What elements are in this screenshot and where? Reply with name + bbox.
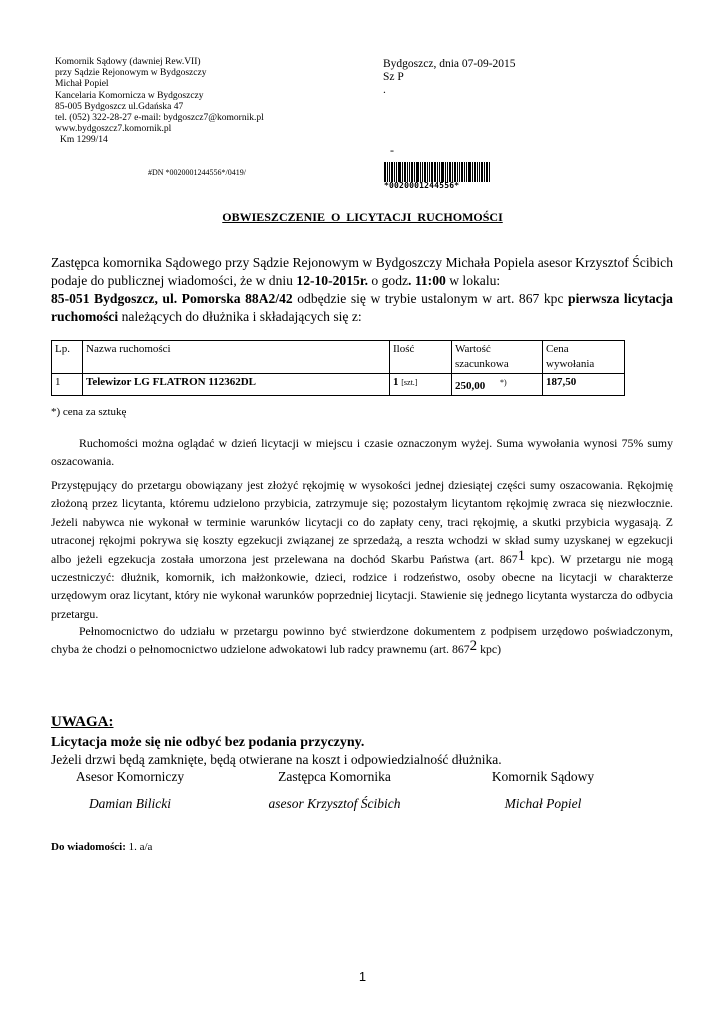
- paragraph-viewing: Ruchomości można oglądać w dzień licytacji w miejscu i czasie oznaczonym wyżej. Suma wywołania wynosi 75% sumy oszacowania.: [51, 436, 673, 469]
- qty-unit: [szt.]: [401, 378, 418, 387]
- barcode-bar: [394, 162, 395, 182]
- auction-time: . 11:00: [408, 273, 446, 288]
- cell-price: 187,50: [543, 374, 625, 396]
- cell-value: [452, 374, 543, 396]
- barcode-bar: [468, 162, 471, 182]
- auction-type: pierwsza licytacja ruchomości: [51, 291, 673, 324]
- signature-role: Komornik Sądowy: [491, 769, 595, 784]
- letterhead-line: www.bydgoszcz7.komornik.pl: [55, 124, 172, 135]
- barcode-bar: [437, 162, 438, 182]
- letterhead-line: Michał Popiel: [55, 79, 109, 90]
- reference-dot: .: [383, 84, 386, 96]
- items-table: [51, 340, 625, 396]
- letterhead-line: tel. (052) 322-28-27 e-mail: bydgoszcz7@komornik.pl: [55, 113, 264, 124]
- intro-text: w lokalu:: [445, 273, 501, 288]
- barcode-bar: [452, 162, 453, 182]
- barcode-bar: [434, 162, 436, 182]
- cell-qty: [390, 374, 452, 396]
- cell-name: Telewizor LG FLATRON 112362DL: [83, 374, 390, 396]
- barcode-bar: [398, 162, 401, 182]
- barcode-bar: [479, 162, 480, 182]
- intro-paragraph: [51, 254, 673, 326]
- barcode-bar: [387, 162, 388, 182]
- auction-date: 12-10-2015r.: [296, 273, 369, 288]
- barcode-number: *0020001244556*: [384, 181, 460, 190]
- barcode-bar: [420, 162, 421, 182]
- deposit-text: Przystępujący do przetargu obowiązany jest złożyć rękojmię w wysokości jednej dziesiątej części sumy oszacowania. Rękojmię złożoną przez licytanta, któremu udzielono przybicia, zatrzymuje się; pozostałym licytantom rękojmię zwraca się niezwłocznie. Jeżeli nabywca nie wykonał w terminie warunków licytacji co do zapłaty ceny, traci rękojmię, a skutki przybicia wygasają. Z utraconej rękojmi pokrywa się koszty egzekucji związanej ze sprzedażą, a reszta wchodzi w skład sumy uzyskanej w egzekucji albo jeżeli egzekucja została umorzona jest przelewana na dochód Skarbu Państwa (art. 867: [51, 478, 673, 566]
- deposit-text: kpc). W przetargu nie mogą uczestniczyć: dłużnik, komornik, ich małżonkowie, dzieci, rodzice i rodzeństwo, osoby obecne na licytacji w charakterze urzędowym oraz licytant, który nie wykonał warunków poprzedniej licytacji. Stawienie się jednego licytanta wystarcza do odbycia przetargu.: [51, 551, 673, 621]
- barcode-bar: [484, 162, 485, 182]
- uwaga-line2: Jeżeli drzwi będą zamknięte, będą otwierane na koszt i odpowiedzialność dłużnika.: [51, 752, 502, 767]
- barcode-bar: [384, 162, 386, 182]
- barcode-bars: [384, 162, 492, 182]
- barcode-bar: [439, 162, 440, 182]
- table-row: [52, 374, 625, 396]
- proxy-text: kpc): [477, 642, 502, 657]
- barcode-bar: [427, 162, 428, 182]
- barcode-bar: [461, 162, 463, 182]
- letterhead-line: Komornik Sądowy (dawniej Rew.VII): [55, 57, 201, 67]
- header-lp: Lp.: [52, 341, 83, 374]
- barcode-bar: [416, 162, 419, 182]
- barcode-bar: [466, 162, 467, 182]
- barcode-bar: [414, 162, 415, 182]
- barcode-bar: [409, 162, 410, 182]
- distribution-note: [51, 841, 152, 853]
- date-block: [383, 58, 516, 97]
- proxy-superscript: 2: [469, 638, 478, 655]
- barcode-bar: [457, 162, 458, 182]
- page-number: 1: [358, 969, 367, 984]
- letterhead-line: przy Sądzie Rejonowym w Bydgoszczy: [55, 68, 207, 79]
- header-value-line2: szacunkowa: [455, 358, 509, 370]
- barcode-bar: [477, 162, 478, 182]
- reference: Sz P: [383, 71, 404, 83]
- barcode-bar: [391, 162, 393, 182]
- barcode-bar: [464, 162, 465, 182]
- barcode-bar: [481, 162, 483, 182]
- barcode-bar: [404, 162, 406, 182]
- intro-text: należących do dłużnika i składających się z:: [118, 309, 362, 324]
- barcode-bar: [486, 162, 488, 182]
- signature-name: Michał Popiel: [504, 796, 582, 811]
- dn-code: #DN *0020001244556*/0419/: [148, 168, 246, 177]
- barcode-bar: [422, 162, 423, 182]
- barcode-bar: [449, 162, 451, 182]
- barcode-bar: [447, 162, 448, 182]
- paragraph-proxy: [51, 622, 673, 659]
- barcode-bar: [431, 162, 433, 182]
- case-number: Km 1299/14: [60, 135, 108, 146]
- distribution-label: Do wiadomości:: [51, 841, 126, 853]
- proxy-text: Pełnomocnictwo do udziału w przetargu powinno być stwierdzone dokumentem z podpisem urzędowo poświadczonym, chyba że chodzi o pełnomocnictwo udzielone adwokatowi lub radcy prawnemu (art. 867: [51, 624, 673, 657]
- header-price: [543, 341, 625, 374]
- header-price-line1: Cena: [546, 343, 569, 355]
- intro-text: o godz: [368, 273, 409, 288]
- intro-text: odbędzie się w trybie ustalonym w art. 867 kpc: [292, 291, 569, 306]
- barcode-bar: [389, 162, 390, 182]
- barcode-bar: [441, 162, 444, 182]
- bailiff-letterhead: [55, 57, 264, 147]
- barcode-bar: [474, 162, 476, 182]
- signature-name: asesor Krzysztof Ścibich: [268, 796, 401, 811]
- uwaga-line1: Licytacja może się nie odbyć bez podania przyczyny.: [51, 735, 365, 750]
- cell-lp: 1: [52, 374, 83, 396]
- place-date: Bydgoszcz, dnia 07-09-2015: [383, 58, 516, 70]
- table-header-row: [52, 341, 625, 374]
- deposit-superscript: 1: [517, 547, 526, 564]
- paragraph-deposit: [51, 476, 673, 623]
- intro-text: Zastępca komornika Sądowego przy Sądzie Rejonowym w Bydgoszczy Michała Popiela asesor Krzysztof Ścibich podaje do publicznej wiadomości, że w dniu: [51, 255, 673, 288]
- dash-mark: -: [390, 143, 394, 157]
- signature-role: Zastępca Komornika: [278, 769, 391, 784]
- letterhead-line: Kancelaria Komornicza w Bydgoszczy: [55, 90, 204, 101]
- barcode-bar: [429, 162, 430, 182]
- value-amount: 250,00: [455, 380, 486, 392]
- header-price-line2: wywołania: [546, 358, 595, 370]
- signature-role: Asesor Komorniczy: [75, 769, 185, 784]
- document-title: OBWIESZCZENIE O LICYTACJI RUCHOMOŚCI: [222, 210, 503, 224]
- footnote: *) cena za sztukę: [51, 406, 127, 418]
- header-qty: Ilość: [390, 341, 452, 374]
- letterhead-line: 85-005 Bydgoszcz ul.Gdańska 47: [55, 101, 184, 112]
- auction-address: 85-051 Bydgoszcz, ul. Pomorska 88A2/42: [51, 291, 293, 306]
- barcode-bar: [459, 162, 460, 182]
- header-name: Nazwa ruchomości: [83, 341, 390, 374]
- barcode-bar: [489, 162, 490, 182]
- header-value: [452, 341, 543, 374]
- barcode-bar: [454, 162, 456, 182]
- distribution-value: 1. a/a: [125, 841, 153, 853]
- header-value-line1: Wartość: [455, 343, 491, 355]
- qty-value: 1: [393, 376, 399, 388]
- barcode-bar: [424, 162, 426, 182]
- barcode: [384, 162, 492, 190]
- barcode-bar: [445, 162, 446, 182]
- value-footnote-mark: *): [500, 378, 507, 387]
- barcode-bar: [411, 162, 413, 182]
- barcode-bar: [396, 162, 397, 182]
- barcode-bar: [402, 162, 403, 182]
- barcode-bar: [407, 162, 408, 182]
- barcode-bar: [472, 162, 473, 182]
- signature-name: Damian Bilicki: [88, 796, 172, 811]
- uwaga-heading: UWAGA:: [51, 714, 114, 730]
